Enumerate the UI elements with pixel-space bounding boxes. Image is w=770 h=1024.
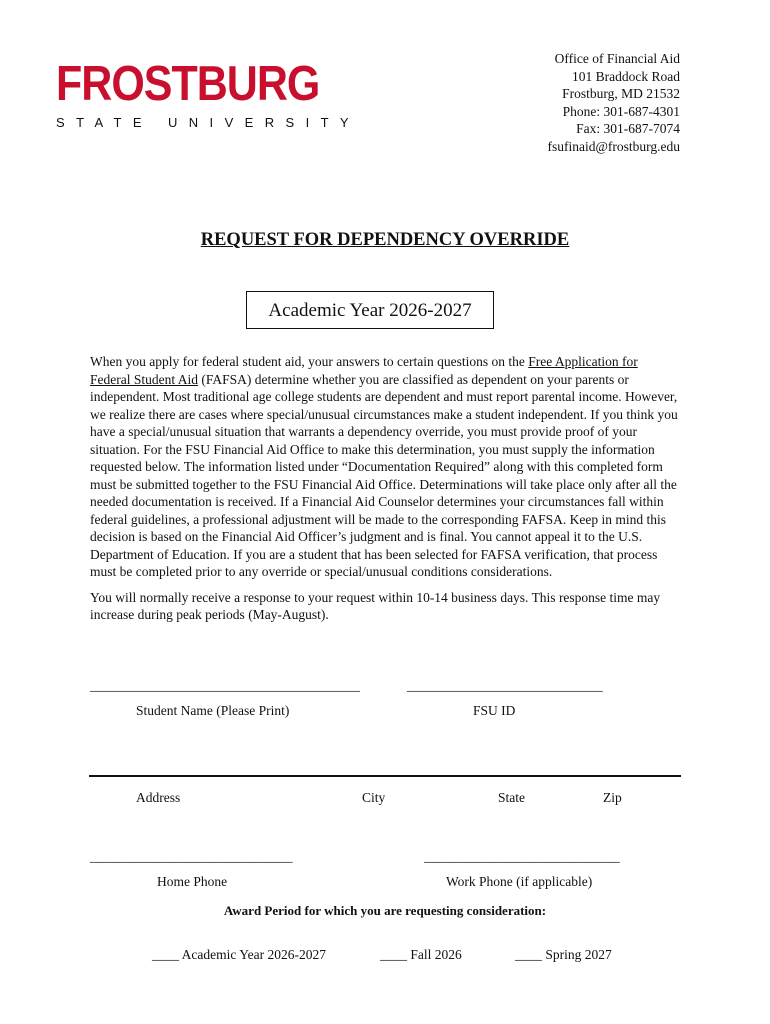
form-title: REQUEST FOR DEPENDENCY OVERRIDE bbox=[200, 230, 570, 250]
address-label: Address bbox=[136, 790, 181, 805]
award-option-label: Spring 2027 bbox=[545, 947, 612, 962]
address-field-line[interactable] bbox=[89, 775, 681, 777]
zip-label: Zip bbox=[603, 790, 622, 805]
office-fax: Fax: 301-687-7074 bbox=[576, 121, 680, 137]
state-label: State bbox=[498, 790, 525, 805]
fsu-id-label: FSU ID bbox=[473, 703, 516, 718]
office-name: Office of Financial Aid bbox=[554, 51, 680, 66]
student-name-label: Student Name (Please Print) bbox=[136, 703, 290, 718]
award-period-heading: Award Period for which you are requesting consideration: bbox=[223, 903, 547, 918]
university-logo bbox=[56, 54, 360, 130]
award-option-spring[interactable] bbox=[515, 947, 612, 963]
home-phone-label: Home Phone bbox=[157, 874, 228, 889]
student-name-field[interactable]: ________________________________________ bbox=[90, 678, 360, 693]
fafsa-link[interactable]: Free Application for Federal Student Aid bbox=[90, 354, 638, 387]
instructions-p1-start: When you apply for federal student aid, your answers to certain questions on the bbox=[90, 354, 529, 369]
instructions-paragraph-2: You will normally receive a response to your request within 10-14 business days. This response time may increase during peak periods (May-August). bbox=[90, 589, 661, 622]
logo-subtitle: STATE UNIVERSITY bbox=[56, 115, 360, 130]
fsu-id-field[interactable]: _____________________________ bbox=[407, 678, 603, 693]
award-option-fall[interactable] bbox=[380, 947, 462, 963]
city-label: City bbox=[362, 790, 386, 805]
logo-wordmark: FROSTBURG bbox=[56, 56, 320, 112]
office-contact-block bbox=[547, 50, 680, 156]
award-option-label: Fall 2026 bbox=[410, 947, 462, 962]
home-phone-field[interactable]: ______________________________ bbox=[90, 849, 293, 864]
award-option-label: Academic Year 2026-2027 bbox=[181, 947, 326, 962]
office-city-state: Frostburg, MD 21532 bbox=[562, 86, 680, 102]
award-option-blank[interactable]: ____ bbox=[515, 947, 542, 962]
work-phone-field[interactable]: _____________________________ bbox=[424, 849, 620, 864]
office-email: fsufinaid@frostburg.edu bbox=[547, 138, 680, 154]
award-option-blank[interactable]: ____ bbox=[380, 947, 407, 962]
office-street: 101 Braddock Road bbox=[572, 68, 680, 84]
instructions-p1-end: (FAFSA) determine whether you are classified as dependent on your parents or independent. Most traditional age college students are dependent and must report parental income. However, we realize there are cases where special/unusual circumstances make a student independent. If you think you have a special/unusual situation that warrants a dependency override, you must provide proof of your situation. For the FSU Financial Aid Office to make this determination, you must supply the information requested below. The information listed under “Documentation Required” along with this completed form must be submitted together to the FSU Financial Aid Office. Determinations will take place only after all the needed documentation is received. If a Financial Aid Counselor determines your circumstances fall within federal guidelines, a professional adjustment will be made to the corresponding FAFSA. Keep in mind this decision is based on the Financial Aid Officer’s judgment and is final. You cannot appeal it to the U.S. Department of Education. If you are a student that has been selected for FAFSA verification, that process must be completed prior to any override or special/unusual conditions considerations. bbox=[90, 371, 678, 579]
academic-year-box: Academic Year 2026-2027 bbox=[246, 291, 494, 329]
instructions bbox=[90, 353, 680, 632]
work-phone-label: Work Phone (if applicable) bbox=[446, 874, 593, 889]
instructions-paragraph-1 bbox=[90, 353, 680, 581]
award-option-academic-year[interactable] bbox=[152, 947, 326, 963]
office-phone: Phone: 301-687-4301 bbox=[562, 103, 680, 119]
award-option-blank[interactable]: ____ bbox=[152, 947, 179, 962]
